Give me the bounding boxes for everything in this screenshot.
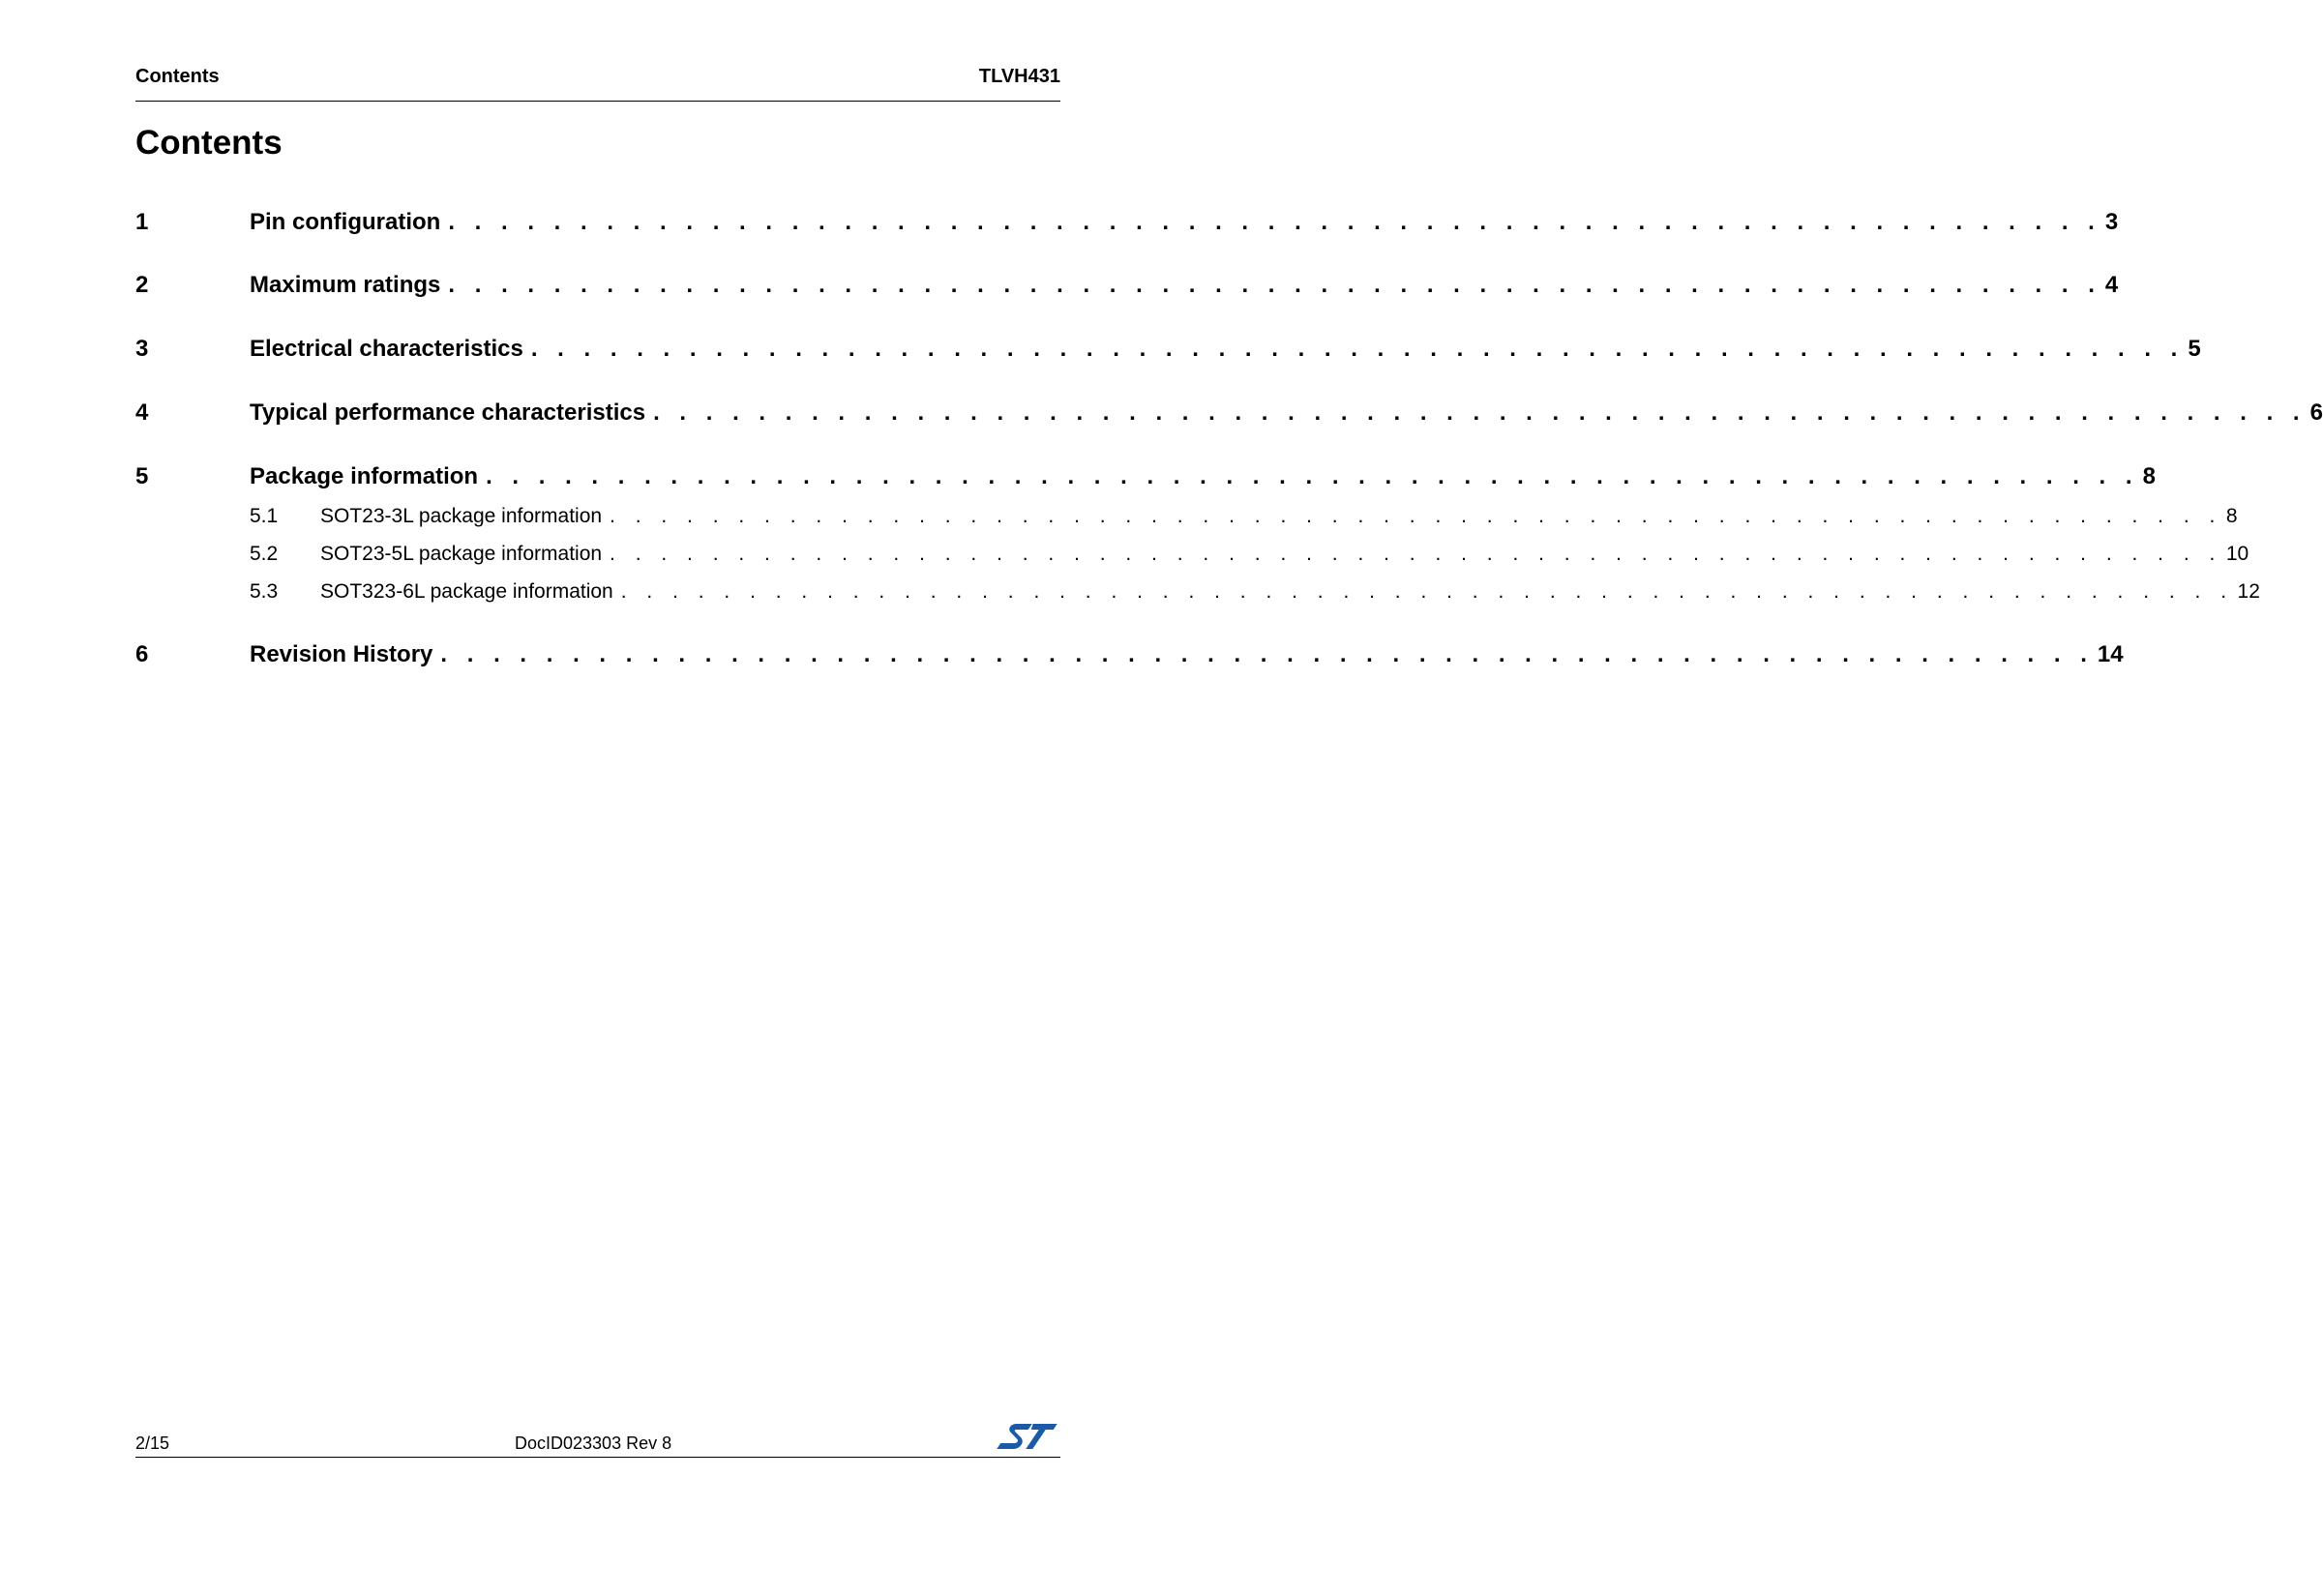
toc-subentry[interactable] (135, 580, 2260, 604)
toc-leader-dots: . . . . . . . . . . . . . . . . . . . . . . . . . . . . . . . . . . . . . . . . . . . . . . . . . . . . . . . . . . . . . . . (610, 543, 2222, 565)
toc-entry-title: Package information (250, 463, 479, 489)
toc-entry-page: 14 (2097, 641, 2124, 667)
st-logo-s-shape (997, 1424, 1031, 1449)
toc-entry-title: Pin configuration (250, 209, 441, 235)
toc-leader-dots: . . . . . . . . . . . . . . . . . . . . . . . . . . . . . . . . . . . . . . . . . . . . . . . . . . . . . . . . . . . . . . . (448, 272, 2101, 298)
st-logo-icon (995, 1420, 1053, 1453)
page-title: Contents (135, 124, 283, 162)
toc-entry-number: 5.1 (250, 505, 279, 527)
st-logo-t-shape (1025, 1424, 1057, 1449)
toc-leader-dots: . . . . . . . . . . . . . . . . . . . . . . . . . . . . . . . . . . . . . . . . . . . . . . . . . . . . . . . . . . . . . . . (486, 463, 2139, 489)
toc-entry-number: 2 (135, 272, 149, 298)
toc-subentry[interactable] (135, 543, 2249, 566)
toc-entry-page: 8 (2142, 463, 2156, 489)
toc-entry[interactable] (135, 209, 2119, 236)
toc-entry-page: 10 (2225, 543, 2249, 565)
toc-entry-page: 3 (2104, 209, 2119, 235)
toc-entry-page: 5 (2188, 336, 2201, 362)
running-header (135, 62, 1060, 102)
toc-entry-page: 12 (2237, 580, 2260, 603)
toc-entry-page: 8 (2225, 505, 2238, 527)
toc-subentry[interactable] (135, 505, 2238, 528)
toc-entry-number: 3 (135, 336, 149, 362)
toc-leader-dots: . . . . . . . . . . . . . . . . . . . . . . . . . . . . . . . . . . . . . . . . . . . . . . . . . . . . . . . . . . . . . . . (620, 580, 2234, 603)
toc-entry-page: 4 (2104, 272, 2119, 298)
toc-leader-dots: . . . . . . . . . . . . . . . . . . . . . . . . . . . . . . . . . . . . . . . . . . . . . . . . . . . . . . . . . . . . . . . (440, 641, 2094, 667)
footer-page-number: 2/15 (135, 1433, 170, 1453)
toc-entry-number: 1 (135, 209, 149, 235)
running-footer (135, 1420, 1060, 1458)
toc-entry-page: 6 (2309, 399, 2323, 426)
toc-entry-number: 5.3 (250, 580, 279, 603)
toc-entry-title: Typical performance characteristics (250, 399, 646, 426)
footer-doc-id: DocID023303 Rev 8 (515, 1433, 672, 1453)
toc-leader-dots: . . . . . . . . . . . . . . . . . . . . . . . . . . . . . . . . . . . . . . . . . . . . . . . . . . . . . . . . . . . . . . . (448, 209, 2101, 235)
toc-entry-title: Revision History (250, 641, 433, 667)
header-section-label: Contents (135, 66, 220, 87)
toc-entry-title: Maximum ratings (250, 272, 441, 298)
toc-entry[interactable] (135, 336, 2201, 363)
toc-entry-number: 6 (135, 641, 149, 667)
toc-entry-number: 5.2 (250, 543, 279, 565)
header-product-name: TLVH431 (978, 66, 1060, 87)
toc-entry-title: SOT323-6L package information (320, 580, 613, 603)
toc-entry-number: 5 (135, 463, 149, 489)
toc-entry-title: SOT23-5L package information (320, 543, 603, 565)
toc-entry-number: 4 (135, 399, 149, 426)
toc-leader-dots: . . . . . . . . . . . . . . . . . . . . . . . . . . . . . . . . . . . . . . . . . . . . . . . . . . . . . . . . . . . . . . . (653, 399, 2307, 426)
toc-entry[interactable] (135, 399, 2323, 427)
toc-entry[interactable] (135, 463, 2156, 490)
toc-entry-title: Electrical characteristics (250, 336, 523, 362)
toc-leader-dots: . . . . . . . . . . . . . . . . . . . . . . . . . . . . . . . . . . . . . . . . . . . . . . . . . . . . . . . . . . . . . . . (530, 336, 2185, 362)
toc-entry[interactable] (135, 641, 2124, 668)
toc-entry-title: SOT23-3L package information (320, 505, 603, 527)
toc-entry[interactable] (135, 272, 2119, 299)
toc-leader-dots: . . . . . . . . . . . . . . . . . . . . . . . . . . . . . . . . . . . . . . . . . . . . . . . . . . . . . . . . . . . . . . . (610, 505, 2222, 527)
